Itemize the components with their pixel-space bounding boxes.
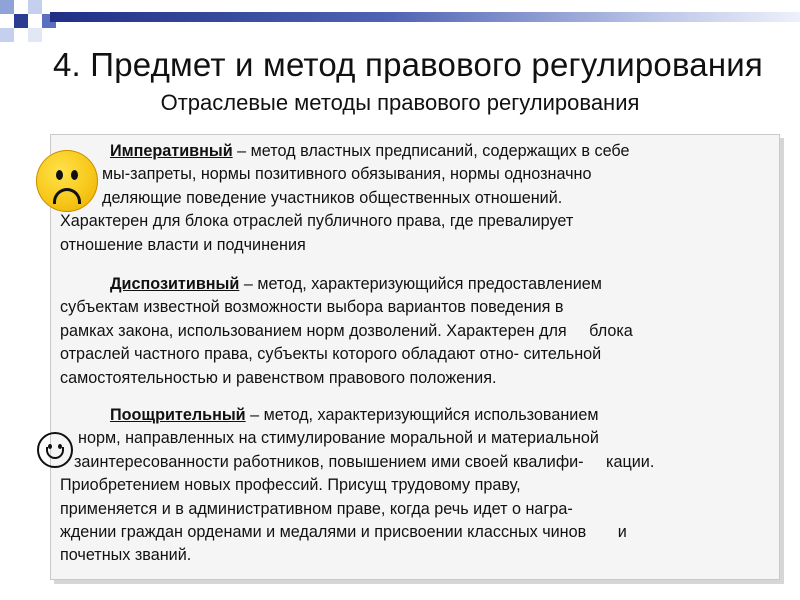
text-line: рамках закона, использованием норм дозволений. Характерен для блока [60,321,633,340]
text-line: – метод, характеризующийся использованием [245,406,599,424]
smiley-face-icon [37,432,73,468]
text-line: почетных званий. [60,546,192,565]
text-line: – метод властных предписаний, содержащих в себе [232,142,630,160]
text-line: норм, направленных на стимулирование моральной и материальной [78,429,599,448]
sad-face-icon [36,150,98,212]
text-line: субъектам известной возможности выбора вариантов поведения в [60,298,564,317]
text-line: Характерен для блока отраслей публичного права, где превалирует [60,212,574,231]
method-imperative [60,140,772,257]
term-incentive: Поощрительный [110,406,246,424]
text-line: мы-запреты, нормы позитивного обязывания, нормы однозначно [102,165,592,184]
text-line: ждении граждан орденами и медалями и присвоении классных чинов и [60,523,627,542]
text-line: – метод, характеризующийся предоставлением [239,275,602,293]
term-dispositive: Диспозитивный [110,275,240,293]
text-line: самостоятельностью и равенством правового положения. [60,368,497,387]
term-imperative: Императивный [110,142,233,160]
page-subtitle: Отраслевые методы правового регулирования [160,90,640,115]
method-dispositive [60,273,772,390]
header-band [50,12,800,22]
text-line: заинтересованности работников, повышением ими своей квалифи- кации. [74,452,655,471]
text-line: применяется и в административном праве, когда речь идет о награ- [60,499,573,518]
page-title: 4. Предмет и метод правового регулирования [52,46,763,83]
text-line: Приобретением новых профессий. Присущ трудовому праву, [60,476,521,495]
text-line: отношение власти и подчинения [60,235,306,254]
text-line: отраслей частного права, субъекты которого обладают отно- сительной [60,345,602,364]
text-line: деляющие поведение участников общественных отношений. [102,188,563,207]
header-decoration [0,0,60,48]
method-incentive [60,404,772,568]
